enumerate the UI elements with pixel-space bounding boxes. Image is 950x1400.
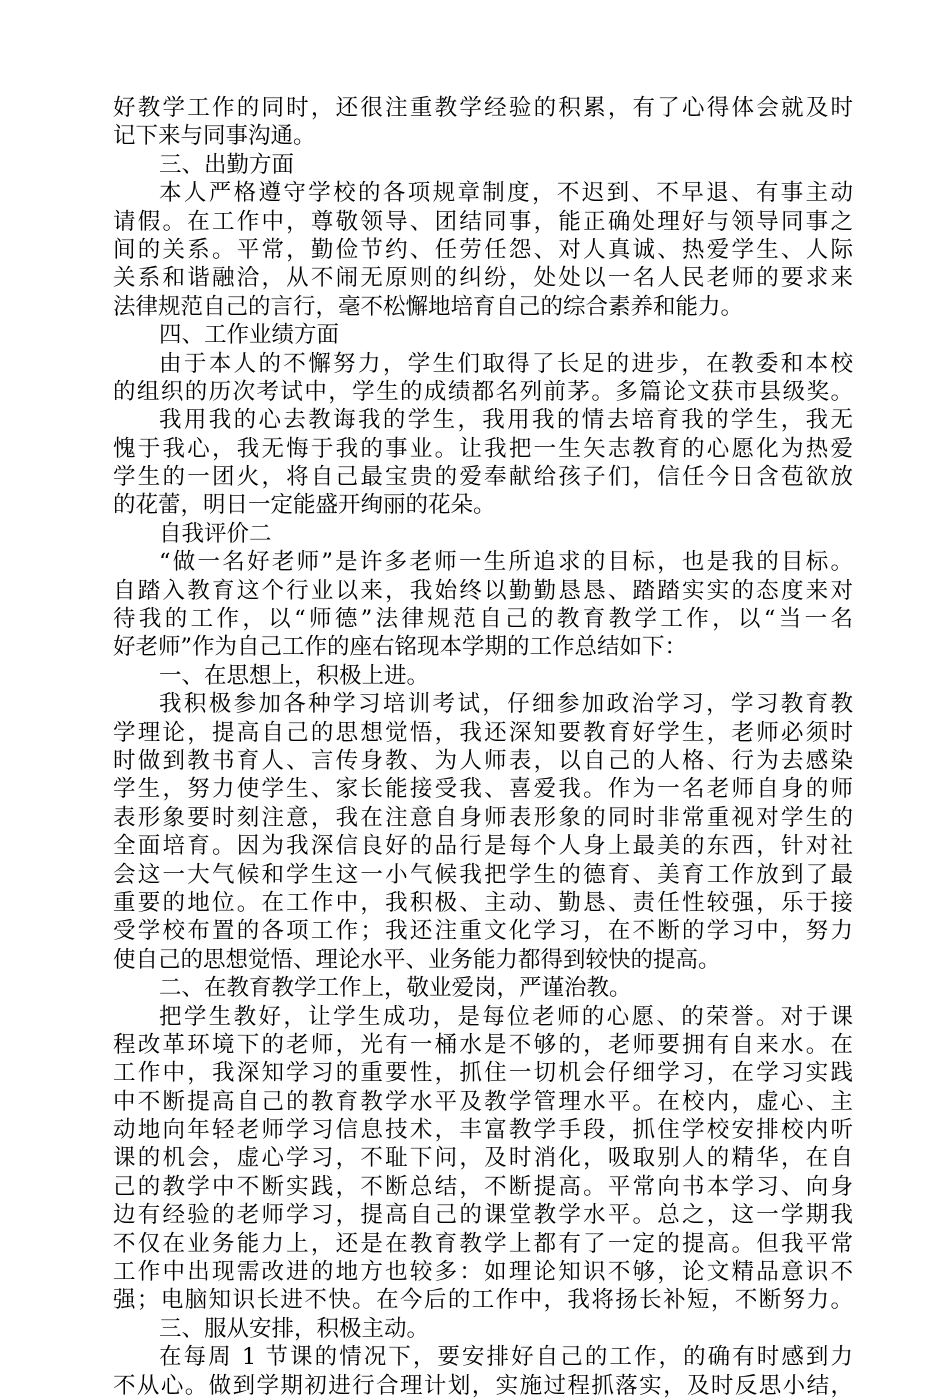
text-line: 全面培育。因为我深信良好的品行是每个人身上最美的东西，针对社 xyxy=(113,833,853,860)
text-line: 愧于我心，我无悔于我的事业。让我把一生矢志教育的心愿化为热爱 xyxy=(113,435,853,462)
text-line: 动地向年轻老师学习信息技术，丰富教学手段，抓住学校安排校内听 xyxy=(113,1117,853,1144)
text-line: 四、工作业绩方面 xyxy=(159,322,340,349)
text-line: 关系和谐融洽，从不闹无原则的纠纷，处处以一名人民老师的要求来 xyxy=(113,265,853,292)
text-line: 间的关系。平常，勤俭节约、任劳任怨、对人真诚、热爱学生、人际 xyxy=(113,236,853,263)
text-line: 的组织的历次考试中，学生的成绩都名列前茅。多篇论文获市县级奖。 xyxy=(113,378,853,405)
text-line: 学生，努力使学生、家长能接受我、喜爱我。作为一名老师自身的师 xyxy=(113,776,853,803)
text-line: 学理论，提高自己的思想觉悟，我还深知要教育好学生，老师必须时 xyxy=(113,719,853,746)
text-line: 请假。在工作中，尊敬领导、团结同事，能正确处理好与领导同事之 xyxy=(113,208,853,235)
text-line: 边有经验的老师学习，提高自己的课堂教学水平。总之，这一学期我 xyxy=(113,1202,853,1229)
text-line: 自踏入教育这个行业以来，我始终以勤勤恳恳、踏踏实实的态度来对 xyxy=(113,577,853,604)
text-line: 我积极参加各种学习培训考试，仔细参加政治学习，学习教育教 xyxy=(159,691,853,718)
text-line: 强；电脑知识长进不快。在今后的工作中，我将扬长补短，不断努力。 xyxy=(113,1287,853,1314)
text-line: 三、服从安排，积极主动。 xyxy=(159,1315,430,1342)
text-line: 会这一大气候和学生这一小气候我把学生的德育、美育工作放到了最 xyxy=(113,861,853,888)
text-line: 工作中，我深知学习的重要性，抓住一切机会仔细学习，在学习实践 xyxy=(113,1060,853,1087)
text-line: 中不断提高自己的教育教学水平及教学管理水平。在校内，虚心、主 xyxy=(113,1088,853,1115)
text-line: 受学校布置的各项工作；我还注重文化学习，在不断的学习中，努力 xyxy=(113,918,853,945)
text-line: 程改革环境下的老师，光有一桶水是不够的，老师要拥有自来水。在 xyxy=(113,1031,853,1058)
text-line: 好老师”作为自己工作的座右铭现本学期的工作总结如下： xyxy=(113,634,688,661)
text-line: 二、在教育教学工作上，敬业爱岗，严谨治教。 xyxy=(159,975,632,1002)
text-line: 一、在思想上，积极上进。 xyxy=(159,662,430,689)
text-line: 本人严格遵守学校的各项规章制度，不迟到、不早退、有事主动 xyxy=(159,180,853,207)
text-line: 记下来与同事沟通。 xyxy=(113,123,316,150)
text-line: 不从心。做到学期初进行合理计划，实施过程抓落实，及时反思小结， xyxy=(113,1372,853,1399)
text-line: 法律规范自己的言行，毫不松懈地培育自己的综合素养和能力。 xyxy=(113,293,744,320)
text-line: 好教学工作的同时，还很注重教学经验的积累，有了心得体会就及时 xyxy=(113,95,853,121)
text-line: 待我的工作，以“师德”法律规范自己的教育教学工作，以“当一名 xyxy=(113,606,853,633)
text-line: 不仅在业务能力上，还是在教育教学上都有了一定的提高。但我平常 xyxy=(113,1230,853,1257)
text-line: 工作中出现需改进的地方也较多：如理论知识不够，论文精品意识不 xyxy=(113,1259,853,1286)
text-line: 在每周 1 节课的情况下，要安排好自己的工作，的确有时感到力 xyxy=(159,1344,853,1371)
text-line: 表形象要时刻注意，我在注意自身师表形象的同时非常重视对学生的 xyxy=(113,804,853,831)
text-line: 我用我的心去教诲我的学生，我用我的情去培育我的学生，我无 xyxy=(159,407,853,434)
text-line: 三、出勤方面 xyxy=(159,151,295,178)
text-line: “做一名好老师”是许多老师一生所追求的目标，也是我的目标。 xyxy=(159,549,853,576)
text-line: 自我评价二 xyxy=(159,520,272,547)
text-line: 学生的一团火，将自己最宝贵的爱奉献给孩子们，信任今日含苞欲放 xyxy=(113,464,853,491)
document-body xyxy=(113,94,853,1400)
text-line: 把学生教好，让学生成功，是每位老师的心愿、的荣誉。对于课 xyxy=(159,1003,853,1030)
text-line: 由于本人的不懈努力，学生们取得了长足的进步，在教委和本校 xyxy=(159,350,853,377)
text-line: 的花蕾，明日一定能盛开绚丽的花朵。 xyxy=(113,492,496,519)
text-line: 课的机会，虚心学习，不耻下问，及时消化，吸取别人的精华，在自 xyxy=(113,1145,853,1172)
text-line: 时做到教书育人、言传身教、为人师表，以自己的人格、行为去感染 xyxy=(113,747,853,774)
text-line: 重要的地位。在工作中，我积极、主动、勤恳、责任性较强，乐于接 xyxy=(113,889,853,916)
text-line: 己的教学中不断实践，不断总结，不断提高。平常向书本学习、向身 xyxy=(113,1173,853,1200)
text-line: 使自己的思想觉悟、理论水平、业务能力都得到较快的提高。 xyxy=(113,946,721,973)
